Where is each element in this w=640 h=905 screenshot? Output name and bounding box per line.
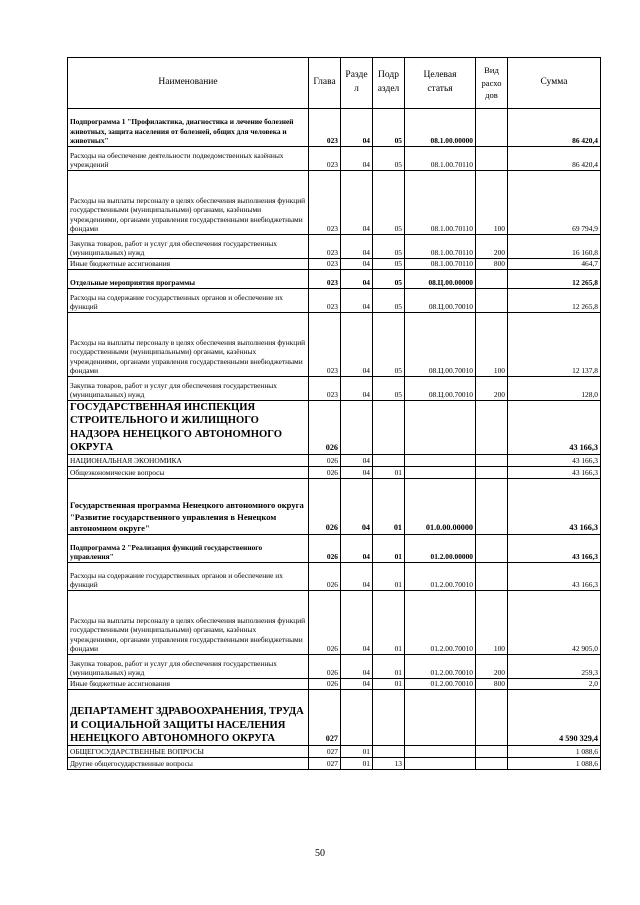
cell-sum: 12 265,8	[508, 289, 601, 313]
cell-section: 04	[341, 467, 373, 479]
header-target	[405, 58, 476, 109]
cell-section: 04	[341, 289, 373, 313]
cell-chapter: 026	[309, 401, 341, 455]
cell-target: 08.Ц.00.70010	[405, 377, 476, 401]
cell-name: Расходы на выплаты персоналу в целях обеспечения выполнения функций государственными (муниципальными) органами, казённых учреждениями, органами управления государственными внебюджетными фондами	[68, 313, 309, 377]
cell-name: Иные бюджетные ассигнования	[68, 679, 309, 690]
table-row	[68, 535, 601, 563]
table-row	[68, 758, 601, 770]
cell-sum: 259,3	[508, 655, 601, 679]
table-row	[68, 690, 601, 746]
cell-expense-type	[476, 479, 508, 535]
cell-expense-type: 100	[476, 171, 508, 235]
cell-name: ГОСУДАРСТВЕННАЯ ИНСПЕКЦИЯ СТРОИТЕЛЬНОГО И ЖИЛИЩНОГО НАДЗОРА НЕНЕЦКОГО АВТОНОМНОГО ОКРУГА	[68, 401, 309, 455]
cell-chapter: 023	[309, 313, 341, 377]
cell-target: 01.2.00.70010	[405, 655, 476, 679]
cell-name: Расходы на обеспечение деятельности подведомственных казённых учреждений	[68, 147, 309, 171]
table-row	[68, 235, 601, 259]
cell-name: Расходы на выплаты персоналу в целях обеспечения выполнения функций государственными (муниципальными) органами, казённых учреждениями, органами управления государственными внебюджетными фондами	[68, 591, 309, 655]
cell-section	[341, 690, 373, 746]
cell-target: 08.1.00.00000	[405, 109, 476, 147]
cell-expense-type	[476, 467, 508, 479]
cell-sum: 43 166,3	[508, 563, 601, 591]
cell-name: Расходы на содержание государственных органов и обеспечение их функций	[68, 289, 309, 313]
cell-expense-type: 100	[476, 591, 508, 655]
cell-subsection: 01	[373, 563, 405, 591]
cell-section: 04	[341, 655, 373, 679]
cell-section: 04	[341, 235, 373, 259]
cell-chapter: 023	[309, 289, 341, 313]
cell-subsection: 05	[373, 270, 405, 289]
table-row	[68, 259, 601, 270]
cell-subsection	[373, 690, 405, 746]
header-subsection	[373, 58, 405, 109]
cell-sum: 43 166,3	[508, 467, 601, 479]
table-row	[68, 289, 601, 313]
cell-chapter: 027	[309, 746, 341, 758]
cell-chapter: 026	[309, 535, 341, 563]
header-name	[68, 58, 309, 109]
cell-expense-type	[476, 289, 508, 313]
cell-subsection	[373, 401, 405, 455]
cell-expense-type	[476, 455, 508, 467]
cell-section: 04	[341, 147, 373, 171]
cell-subsection: 01	[373, 479, 405, 535]
cell-section: 04	[341, 591, 373, 655]
cell-target: 01.2.00.70010	[405, 679, 476, 690]
cell-sum: 43 166,3	[508, 479, 601, 535]
header-name-text: Наименование	[158, 77, 218, 88]
table-row	[68, 746, 601, 758]
cell-sum: 128,0	[508, 377, 601, 401]
table-body	[68, 109, 601, 770]
header-section-text: Разде л	[345, 70, 368, 94]
header-target-text: Целевая статья	[423, 70, 457, 94]
table-row	[68, 455, 601, 467]
cell-expense-type: 200	[476, 235, 508, 259]
cell-subsection: 05	[373, 235, 405, 259]
cell-name: Другие общегосударственные вопросы	[68, 758, 309, 770]
table-row	[68, 401, 601, 455]
cell-name: Подпрограмма 2 "Реализация функций государственного управления"	[68, 535, 309, 563]
cell-chapter: 023	[309, 270, 341, 289]
cell-target: 08.1.00.70110	[405, 259, 476, 270]
cell-sum: 2,0	[508, 679, 601, 690]
cell-sum: 12 265,8	[508, 270, 601, 289]
cell-target: 08.1.00.70110	[405, 147, 476, 171]
header-chapter-text: Глава	[313, 77, 336, 88]
cell-expense-type	[476, 109, 508, 147]
cell-subsection: 13	[373, 758, 405, 770]
cell-chapter: 026	[309, 467, 341, 479]
table-row	[68, 109, 601, 147]
cell-sum: 1 088,6	[508, 746, 601, 758]
cell-subsection: 05	[373, 147, 405, 171]
cell-expense-type	[476, 563, 508, 591]
cell-sum: 43 166,3	[508, 401, 601, 455]
table-row	[68, 479, 601, 535]
cell-name: Подпрограмма 1 "Профилактика, диагностика и лечение болезней животных, защита населения от болезней, общих для человека и животных"	[68, 109, 309, 147]
cell-name: Иные бюджетные ассигнования	[68, 259, 309, 270]
cell-name: Общеэкономические вопросы	[68, 467, 309, 479]
header-section	[341, 58, 373, 109]
cell-expense-type	[476, 401, 508, 455]
header-sum	[508, 58, 601, 109]
cell-target	[405, 467, 476, 479]
cell-expense-type: 100	[476, 313, 508, 377]
cell-section: 04	[341, 109, 373, 147]
cell-sum: 69 794,9	[508, 171, 601, 235]
cell-chapter: 026	[309, 679, 341, 690]
cell-expense-type	[476, 746, 508, 758]
cell-subsection: 01	[373, 591, 405, 655]
table-row	[68, 171, 601, 235]
cell-chapter: 026	[309, 455, 341, 467]
cell-name: НАЦИОНАЛЬНАЯ ЭКОНОМИКА	[68, 455, 309, 467]
cell-target	[405, 401, 476, 455]
cell-subsection: 01	[373, 655, 405, 679]
cell-name: Закупка товаров, работ и услуг для обеспечения государственных (муниципальных) нужд	[68, 655, 309, 679]
cell-target: 08.Ц.00.70010	[405, 313, 476, 377]
cell-subsection: 01	[373, 467, 405, 479]
cell-section: 01	[341, 746, 373, 758]
header-expense-type	[476, 58, 508, 109]
cell-section: 04	[341, 270, 373, 289]
cell-sum: 1 088,6	[508, 758, 601, 770]
cell-target: 08.1.00.70110	[405, 235, 476, 259]
cell-section: 04	[341, 679, 373, 690]
table-row	[68, 270, 601, 289]
cell-chapter: 023	[309, 377, 341, 401]
table-row	[68, 563, 601, 591]
cell-chapter: 026	[309, 563, 341, 591]
cell-sum: 43 166,3	[508, 535, 601, 563]
cell-section: 04	[341, 455, 373, 467]
cell-chapter: 026	[309, 591, 341, 655]
cell-subsection: 05	[373, 109, 405, 147]
cell-subsection: 05	[373, 171, 405, 235]
cell-sum: 42 905,0	[508, 591, 601, 655]
cell-section: 04	[341, 313, 373, 377]
cell-expense-type: 200	[476, 655, 508, 679]
cell-name: Расходы на содержание государственных органов и обеспечение их функций	[68, 563, 309, 591]
cell-sum: 464,7	[508, 259, 601, 270]
cell-chapter: 027	[309, 690, 341, 746]
cell-chapter: 026	[309, 655, 341, 679]
cell-subsection	[373, 746, 405, 758]
cell-chapter: 023	[309, 171, 341, 235]
cell-section: 01	[341, 758, 373, 770]
cell-section: 04	[341, 563, 373, 591]
cell-chapter: 023	[309, 235, 341, 259]
cell-chapter: 023	[309, 109, 341, 147]
cell-expense-type	[476, 758, 508, 770]
table-row	[68, 147, 601, 171]
cell-name: Расходы на выплаты персоналу в целях обеспечения выполнения функций государственными (муниципальными) органами, казёнными учреждениями, органами управления государственными внебюджетными фондами	[68, 171, 309, 235]
table-row	[68, 679, 601, 690]
cell-expense-type: 800	[476, 679, 508, 690]
table-row	[68, 377, 601, 401]
cell-expense-type: 800	[476, 259, 508, 270]
page-number: 50	[315, 848, 325, 859]
cell-subsection: 01	[373, 679, 405, 690]
header-chapter	[309, 58, 341, 109]
cell-target	[405, 690, 476, 746]
header-sum-text: Сумма	[540, 77, 568, 88]
cell-expense-type	[476, 690, 508, 746]
budget-table	[67, 57, 601, 770]
cell-sum: 4 590 329,4	[508, 690, 601, 746]
cell-subsection: 05	[373, 259, 405, 270]
cell-target	[405, 455, 476, 467]
cell-target: 08.Ц.00.00000	[405, 270, 476, 289]
cell-subsection: 01	[373, 535, 405, 563]
cell-name: Отдельные мероприятия программы	[68, 270, 309, 289]
table-row	[68, 467, 601, 479]
cell-section: 04	[341, 259, 373, 270]
cell-sum: 43 166,3	[508, 455, 601, 467]
cell-sum: 16 160,8	[508, 235, 601, 259]
cell-section: 04	[341, 171, 373, 235]
cell-subsection	[373, 455, 405, 467]
cell-expense-type	[476, 270, 508, 289]
cell-target: 01.2.00.70010	[405, 563, 476, 591]
cell-target: 01.2.00.70010	[405, 591, 476, 655]
cell-expense-type: 200	[476, 377, 508, 401]
cell-target: 08.Ц.00.70010	[405, 289, 476, 313]
cell-sum: 86 420,4	[508, 147, 601, 171]
cell-chapter: 023	[309, 147, 341, 171]
cell-subsection: 05	[373, 289, 405, 313]
cell-expense-type	[476, 147, 508, 171]
header-row	[68, 58, 601, 109]
cell-name: Закупка товаров, работ и услуг для обеспечения государственных (муниципальных) нужд	[68, 377, 309, 401]
table-row	[68, 591, 601, 655]
cell-sum: 12 137,8	[508, 313, 601, 377]
cell-chapter: 026	[309, 479, 341, 535]
budget-table-container	[67, 57, 600, 770]
cell-expense-type	[476, 535, 508, 563]
cell-name: Закупка товаров, работ и услуг для обеспечения государственных (муниципальных) нужд	[68, 235, 309, 259]
cell-name: ОБЩЕГОСУДАРСТВЕННЫЕ ВОПРОСЫ	[68, 746, 309, 758]
cell-target: 08.1.00.70110	[405, 171, 476, 235]
cell-name: ДЕПАРТАМЕНТ ЗДРАВООХРАНЕНИЯ, ТРУДА И СОЦИАЛЬНОЙ ЗАЩИТЫ НАСЕЛЕНИЯ НЕНЕЦКОГО АВТОНОМНОГО ОКРУГА	[68, 690, 309, 746]
header-expense-type-text: Вид расхо дов	[481, 64, 502, 101]
cell-chapter: 023	[309, 259, 341, 270]
cell-sum: 86 420,4	[508, 109, 601, 147]
cell-subsection: 05	[373, 313, 405, 377]
cell-section	[341, 401, 373, 455]
cell-name: Государственная программа Ненецкого автономного округа "Развитие государственного управления в Ненецком автономном округе"	[68, 479, 309, 535]
cell-chapter: 027	[309, 758, 341, 770]
table-row	[68, 655, 601, 679]
cell-target: 01.0.00.00000	[405, 479, 476, 535]
header-subsection-text: Подр аздел	[377, 70, 400, 94]
cell-section: 04	[341, 479, 373, 535]
cell-target	[405, 746, 476, 758]
cell-target	[405, 758, 476, 770]
cell-target: 01.2.00.00000	[405, 535, 476, 563]
cell-section: 04	[341, 535, 373, 563]
table-row	[68, 313, 601, 377]
cell-subsection: 05	[373, 377, 405, 401]
cell-section: 04	[341, 377, 373, 401]
